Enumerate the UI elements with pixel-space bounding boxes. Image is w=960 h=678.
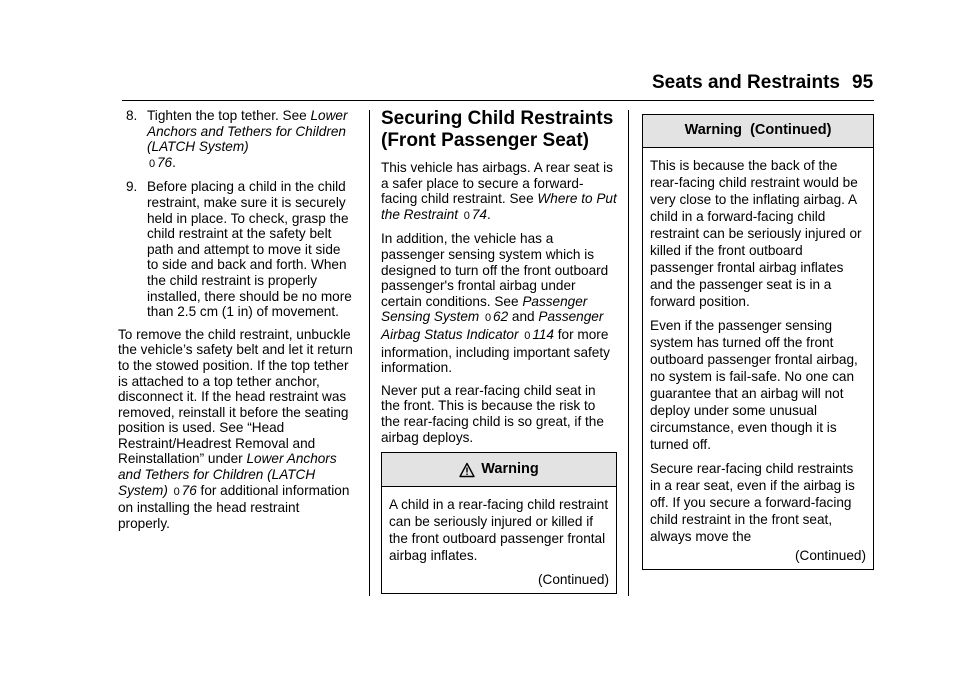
- page-ref-icon: 0: [524, 329, 531, 342]
- warning-header: [643, 115, 873, 148]
- cross-reference-link[interactable]: Lower Anchors and Tethers for Children (LATCH System): [118, 451, 337, 498]
- warning-text: Secure rear-facing child restraints in a rear seat, even if the airbag is off. If you secure a forward-facing child restraint in the front seat, always move the: [650, 461, 855, 544]
- cross-reference-link[interactable]: Lower Anchors and Tethers for Children (LATCH System): [147, 108, 348, 155]
- cross-reference-link[interactable]: Passenger Sensing System: [381, 293, 588, 325]
- paragraph-text: for more information, including important safety information.: [381, 326, 610, 376]
- warning-box-continued: [642, 114, 874, 570]
- paragraph-text: To remove the child restraint, unbuckle the vehicle’s safety belt and let it return to the stowed position. If the top tether is attached to a top tether anchor, disconnect it. If the head restraint was removed, reinstall it before the seating position is used. See “Head Restraint/Headrest Removal and Reinstallation” under: [118, 326, 353, 467]
- section-title: Seats and Restraints: [652, 72, 840, 93]
- paragraph: [118, 327, 354, 532]
- paragraph-text: for additional information on installing the head restraint properly.: [118, 482, 350, 531]
- page-ref-icon: 0: [148, 157, 156, 170]
- page-number: 95: [852, 72, 874, 93]
- column-divider-2: [628, 110, 629, 596]
- continued-label: (Continued): [537, 572, 609, 588]
- continued-label: (Continued): [794, 548, 866, 563]
- page-ref-number[interactable]: 62: [493, 309, 509, 325]
- column-1: [118, 108, 354, 538]
- page-ref-number[interactable]: 114: [532, 326, 554, 342]
- warning-body: [643, 148, 873, 569]
- warning-body: [382, 487, 616, 593]
- warning-box: [381, 452, 617, 594]
- page-ref-number[interactable]: 76: [181, 482, 197, 498]
- paragraph: Never put a rear-facing child seat in the front. This is because the risk to the rear-facing child is so great, if the airbag deploys.: [381, 382, 604, 445]
- column-2: [381, 108, 617, 594]
- warning-text: This is because the back of the rear-facing child restraint would be very close to the inflating airbag. A child in a forward-facing child restraint can be seriously injured or killed if the front outboard passenger frontal airbag inflates and the passenger seat is in a forward position.: [650, 158, 862, 309]
- column-3: [642, 114, 874, 570]
- warning-title: Warning: [481, 460, 539, 477]
- paragraph-text: and: [511, 309, 535, 325]
- step-8: [118, 108, 354, 172]
- page-ref-icon: 0: [484, 312, 492, 325]
- cross-reference-link[interactable]: Passenger Airbag Status Indicator: [381, 309, 604, 342]
- paragraph: [381, 231, 617, 375]
- column-divider-1: [369, 110, 370, 596]
- step-9: [118, 179, 354, 319]
- warning-header: [382, 453, 616, 487]
- paragraph-text: In addition, the vehicle has a passenger sensing system which is designed to turn off the front outboard passenger's frontal airbag under certain conditions. See: [381, 231, 609, 309]
- warning-triangle-icon: [459, 462, 475, 478]
- warning-text: A child in a rear-facing child restraint can be seriously injured or killed if the front outboard passenger frontal airbag inflates.: [389, 497, 609, 564]
- paragraph: [381, 160, 617, 224]
- header-rule: [122, 100, 874, 101]
- section-heading: Securing Child Restraints (Front Passenger Seat): [381, 108, 614, 151]
- page-ref-number[interactable]: 74: [471, 206, 487, 222]
- page-ref-icon: 0: [463, 209, 470, 222]
- step-text: Tighten the top tether. See: [147, 108, 307, 123]
- step-number: 9.: [126, 179, 138, 195]
- step-number: 8.: [126, 108, 138, 123]
- punctuation: .: [486, 206, 491, 222]
- cross-reference-link[interactable]: Where to Put the Restraint: [381, 191, 617, 222]
- paragraph-text: This vehicle has airbags. A rear seat is a safer place to secure a forward-facing child restraint. See: [381, 160, 613, 207]
- warning-title: Warning (Continued): [684, 122, 832, 139]
- page-ref-number[interactable]: 76: [157, 154, 173, 170]
- warning-text: Even if the passenger sensing system has turned off the front outboard passenger frontal airbag, no system is fail-safe. No one can guarantee that an airbag will not deploy under some unusual circumstance, even though it is turned off.: [650, 318, 858, 452]
- step-text: Before placing a child in the child restraint, make sure it is securely held in place. To check, grasp the child restraint at the safety belt path and attempt to move it side to side and back and forth. When the child restraint is properly installed, there should be no more than 2.5 cm (1 in) of movement.: [147, 179, 352, 320]
- punctuation: .: [172, 154, 176, 170]
- page-ref-icon: 0: [173, 485, 180, 498]
